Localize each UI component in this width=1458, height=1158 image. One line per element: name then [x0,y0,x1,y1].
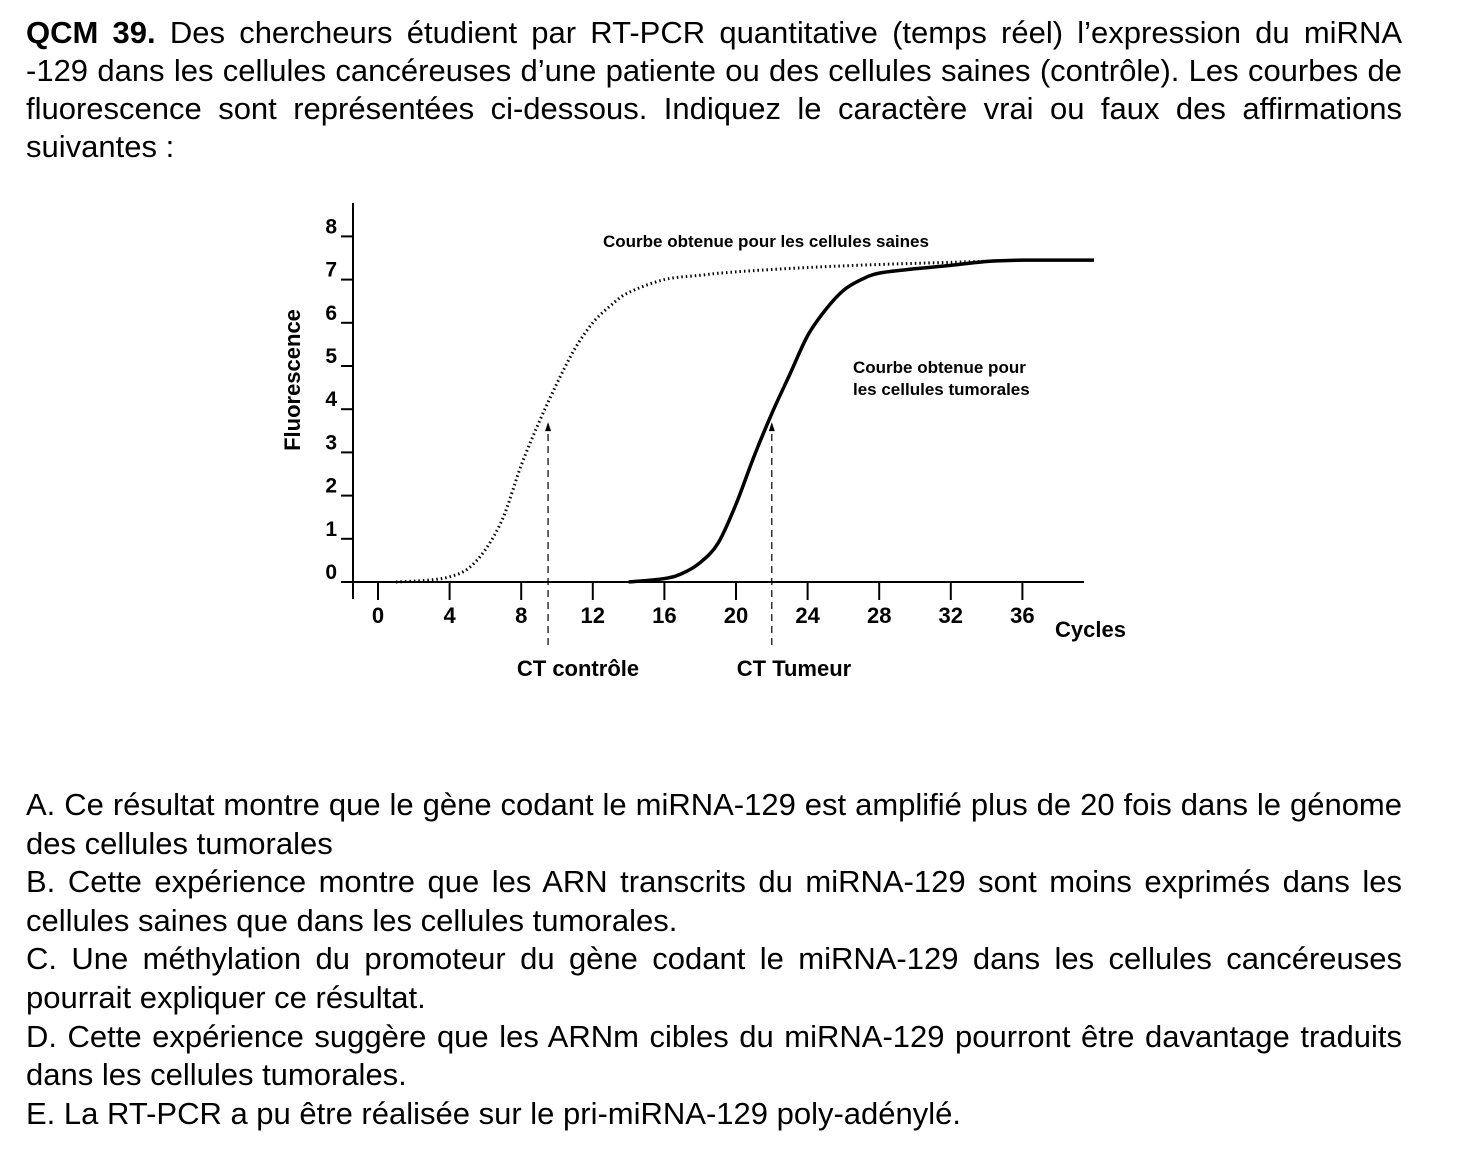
chart-axes [325,203,1084,628]
answer-text: Ce résultat montre que le gène codant le miRNA-129 est amplifié plus de 20 fois dans le génome des cellules tumorales [26,787,1402,861]
series-line-tumorales [629,260,1094,582]
ct-arrow-head [769,422,775,431]
answer-c [26,940,1402,1017]
answer-letter: E. [26,1095,56,1131]
ct-arrow-head [545,422,551,431]
x-tick-label: 16 [652,603,677,628]
series-label-tumorales-line2: les cellules tumorales [853,380,1030,399]
chart-plot [396,260,1094,645]
x-tick-label: 32 [938,603,964,628]
answer-letter: A. [26,787,56,822]
chart-labels [280,232,1126,681]
answer-text: Cette expérience montre que les ARN transcrits du miRNA-129 sont moins exprimés dans les cellules saines que dans les cellules tumorales. [26,864,1402,938]
answer-b [26,863,1402,940]
answer-letter: D. [26,1018,57,1054]
x-tick-label: 12 [580,603,606,628]
x-tick-label: 28 [866,603,892,628]
question-body: Des chercheurs étudient par RT-PCR quantitative (temps réel) l’expression du miRNA -129 dans les cellules cancéreuses d’une patiente ou des cellules saines (contrôle). Les courbes de fluorescence sont représentées ci-dessous. Indiquez le caractère vrai ou faux des affirmations suivantes : [26,15,1403,164]
x-tick-label: 0 [371,603,385,628]
y-axis-title: Fluorescence [280,309,305,451]
x-tick-label: 4 [443,603,456,628]
x-axis-title: Cycles [1055,617,1126,642]
y-tick-label: 4 [325,388,337,412]
y-tick-label: 5 [325,345,337,368]
question-number: QCM 39. [26,15,156,50]
x-tick-label: 36 [1010,603,1035,628]
answer-text: Cette expérience suggère que les ARNm cibles du miRNA-129 pourront être davantage traduits dans les cellules tumorales. [26,1018,1402,1093]
x-tick-label: 8 [515,603,528,628]
y-tick-label: 0 [325,561,337,584]
answer-e [26,1095,1402,1134]
answer-text: La RT-PCR a pu être réalisée sur le pri-miRNA-129 poly-adénylé. [63,1095,962,1131]
x-tick-label: 20 [723,603,749,628]
answer-text: Une méthylation du promoteur du gène codant le miRNA-129 dans les cellules cancéreuses pourrait expliquer ce résultat. [26,941,1402,1015]
ct-controle-label: CT contrôle [516,656,640,681]
y-tick-label: 6 [325,301,337,325]
series-line-saines [396,260,1023,582]
y-tick-label: 8 [325,215,337,239]
ct-tumeur-label: CT Tumeur [736,656,852,681]
y-tick-label: 1 [325,517,337,541]
x-tick-label: 24 [795,603,820,628]
answer-a [26,786,1402,863]
answer-d [26,1018,1402,1095]
y-tick-label: 2 [325,474,337,498]
answer-letter: B. [26,864,56,900]
answer-letter: C. [26,941,57,977]
y-tick-label: 7 [325,258,337,282]
series-label-saines: Courbe obtenue pour les cellules saines [603,232,929,251]
answer-list [26,786,1402,1133]
series-label-tumorales-line1: Courbe obtenue pour [853,358,1026,377]
y-tick-label: 3 [325,431,337,455]
